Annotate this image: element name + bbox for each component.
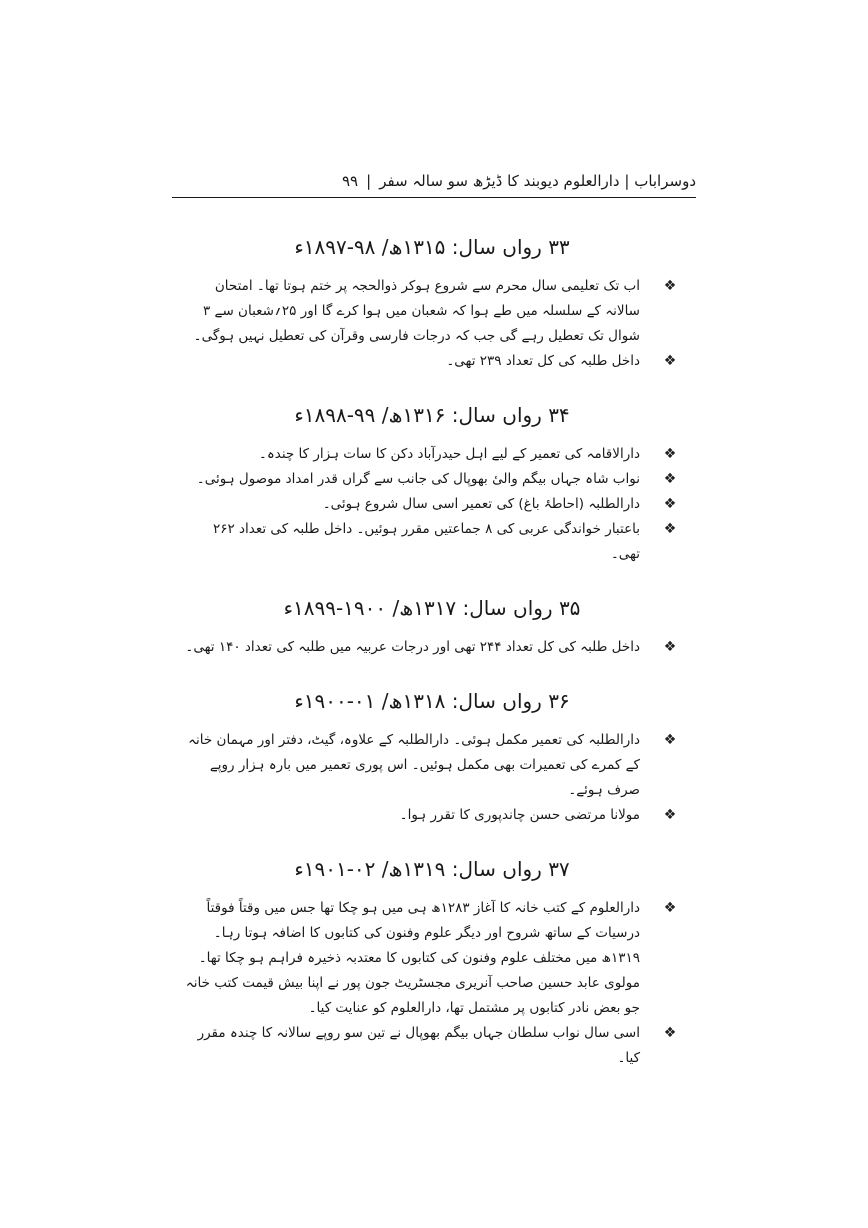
section-heading: ۳۵ رواں سال: ۱۳۱۷ھ/ ۱۹۰۰-۱۸۹۹ء	[283, 596, 581, 620]
diamond-bullet-icon: ❖	[663, 353, 677, 369]
list-item-text: دارالعلوم کے کتب خانہ کا آغاز ۱۲۸۳ھ ہی میں ہو چکا تھا جس میں وقتاً فوقتاً درسیات کے ساتھ شروح اور دیگر علوم وفنون کی کتابوں کا اضافہ ہوتا رہا۔ ۱۳۱۹ھ میں مختلف علوم وفنون کی کتابوں کا معتدبہ ذخیرہ فراہم ہو چکا تھا۔ مولوی عابد حسین صاحب آنریری مجسٹریٹ جون پور نے اپنا بیش قیمت کتب خانہ جو بعض نادر کتابوں پر مشتمل تھا، دارالعلوم کو عنایت کیا۔	[185, 900, 640, 1016]
diamond-bullet-icon: ❖	[663, 639, 677, 655]
bullet-list	[182, 274, 682, 374]
list-item-text: داخل طلبہ کی کل تعداد ۲۳۹ تھی۔	[446, 353, 640, 369]
list-item-text: داخل طلبہ کی کل تعداد ۲۴۴ تھی اور درجات عربیہ میں طلبہ کی تعداد ۱۴۰ تھی۔	[185, 639, 640, 655]
list-item-text: دارالطلبہ کی تعمیر مکمل ہوئی۔ دارالطلبہ کے علاوہ، گیٹ، دفتر اور مہمان خانہ کے کمرے کی تعمیرات بھی مکمل ہوئیں۔ اس پوری تعمیر میں بارہ ہزار روپے صرف ہوئے۔	[188, 732, 640, 798]
list-item-text: اب تک تعلیمی سال محرم سے شروع ہوکر ذوالحجہ پر ختم ہوتا تھا۔ امتحان سالانہ کے سلسلہ میں طے ہوا کہ شعبان میں ہوا کرے گا اور ۲۵؍شعبان سے ۳ شوال تک تعطیل رہے گی جب کہ درجات فارسی وقرآن کی تعطیل نہیں ہوگی۔	[193, 278, 640, 344]
diamond-bullet-icon: ❖	[663, 900, 677, 916]
list-item	[182, 467, 682, 492]
list-item-text: دارالاقامہ کی تعمیر کے لیے اہل حیدرآباد دکن کا سات ہزار کا چندہ۔	[258, 446, 640, 462]
list-item-text: باعتبار خواندگی عربی کی ۸ جماعتیں مقرر ہوئیں۔ داخل طلبہ کی تعداد ۲۶۲ تھی۔	[212, 521, 640, 562]
section-heading: ۳۶ رواں سال: ۱۳۱۸ھ/ ۰۱-۱۹۰۰ء	[294, 689, 570, 713]
header-rule	[172, 197, 696, 198]
bullet-list	[182, 442, 682, 567]
page-number: ۹۹	[342, 172, 359, 190]
diamond-bullet-icon: ❖	[663, 496, 677, 512]
list-item	[182, 349, 682, 374]
list-item	[182, 635, 682, 660]
bullet-list	[182, 896, 682, 1071]
list-item	[182, 896, 682, 1021]
diamond-bullet-icon: ❖	[663, 732, 677, 748]
section-heading: ۳۴ رواں سال: ۱۳۱۶ھ/ ۹۹-۱۸۹۸ء	[294, 403, 570, 427]
year-section	[182, 686, 682, 828]
section-heading: ۳۷ رواں سال: ۱۳۱۹ھ/ ۰۲-۱۹۰۱ء	[294, 857, 570, 881]
header-separator: |	[366, 172, 372, 190]
list-item	[182, 803, 682, 828]
diamond-bullet-icon: ❖	[663, 1025, 677, 1041]
list-item	[182, 1021, 682, 1071]
bullet-list	[182, 728, 682, 828]
year-section	[182, 593, 682, 660]
diamond-bullet-icon: ❖	[663, 521, 677, 537]
list-item-text: نواب شاہ جہاں بیگم والیٔ بھوپال کی جانب سے گراں قدر امداد موصول ہوئی۔	[196, 471, 640, 487]
bullet-list	[182, 635, 682, 660]
running-title: دوسراباب | دارالعلوم دیوبند کا ڈیڑھ سو سالہ سفر	[379, 172, 696, 190]
list-item-text: دارالطلبہ (احاطۂ باغ) کی تعمیر اسی سال شروع ہوئی۔	[322, 496, 640, 512]
page-content	[182, 232, 682, 1097]
list-item	[182, 517, 682, 567]
section-heading: ۳۳ رواں سال: ۱۳۱۵ھ/ ۹۸-۱۸۹۷ء	[294, 235, 570, 259]
list-item	[182, 274, 682, 349]
year-section	[182, 854, 682, 1071]
list-item-text: مولانا مرتضی حسن چاندپوری کا تقرر ہوا۔	[399, 807, 640, 823]
diamond-bullet-icon: ❖	[663, 278, 677, 294]
diamond-bullet-icon: ❖	[663, 471, 677, 487]
diamond-bullet-icon: ❖	[663, 807, 677, 823]
running-header	[172, 166, 696, 196]
diamond-bullet-icon: ❖	[663, 446, 677, 462]
list-item	[182, 492, 682, 517]
list-item-text: اسی سال نواب سلطان جہاں بیگم بھوپال نے تین سو روپے سالانہ کا چندہ مقرر کیا۔	[197, 1025, 640, 1066]
list-item	[182, 728, 682, 803]
list-item	[182, 442, 682, 467]
year-section	[182, 400, 682, 567]
year-section	[182, 232, 682, 374]
